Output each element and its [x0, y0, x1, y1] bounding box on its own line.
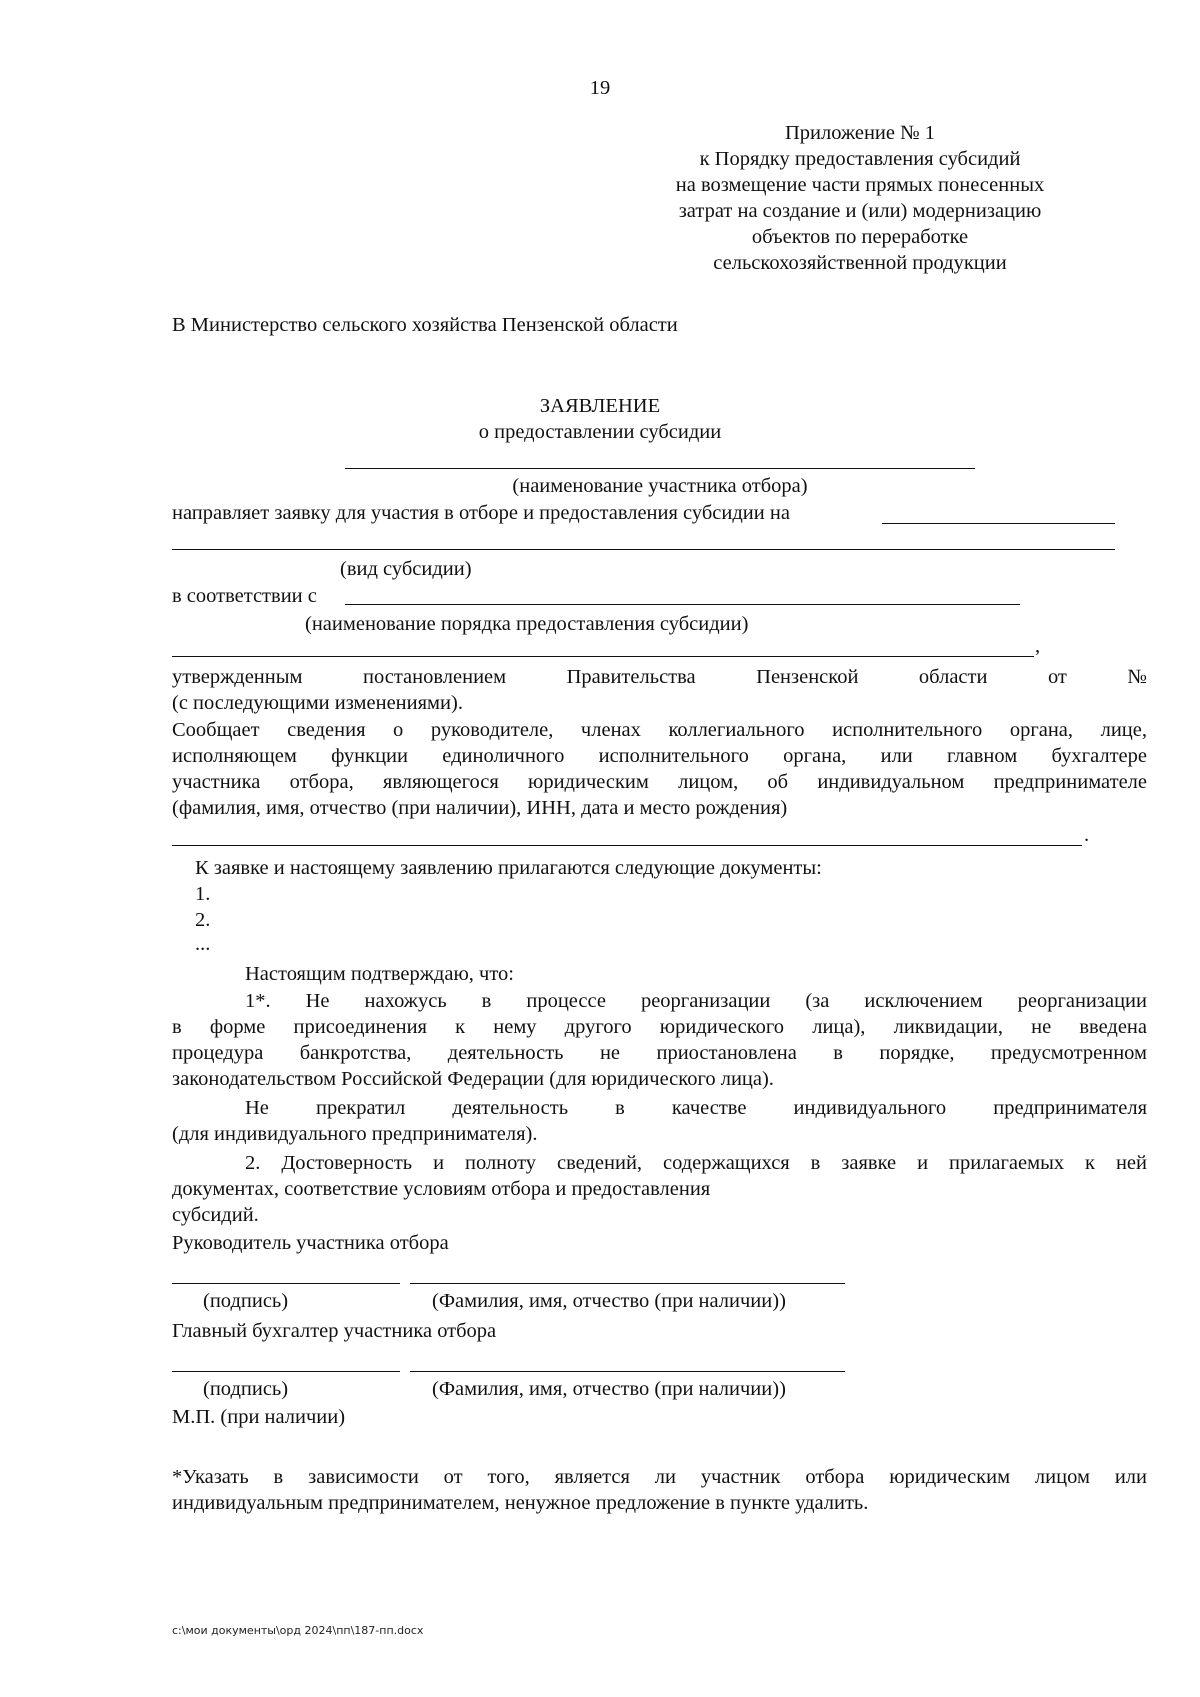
approved-word-1: утвержденным — [172, 666, 303, 688]
info-line-2: исполняющем функции единоличного исполнительного органа, или главном бухгалтере — [172, 745, 1147, 767]
subsidy-caption: (вид субсидии) — [340, 558, 472, 580]
request-line: направляет заявку для участия в отборе и предоставления субсидии на — [172, 502, 790, 524]
accountant-fio-caption: (Фамилия, имя, отчество (при наличии)) — [432, 1378, 786, 1400]
document-subtitle: о предоставлении субсидии — [478, 421, 722, 443]
info-field[interactable] — [172, 845, 1082, 846]
item1b-line-2: (для индивидуального предпринимателя). — [172, 1123, 538, 1145]
accordance-label: в соответствии с — [172, 585, 317, 607]
subsidy-target-field[interactable] — [882, 523, 1115, 524]
appendix-line-5: объектов по переработке — [751, 226, 969, 248]
stamp-label: М.П. (при наличии) — [172, 1406, 346, 1428]
approved-word-2: постановлением — [363, 666, 507, 688]
head-label: Руководитель участника отбора — [172, 1232, 449, 1254]
attached-heading: К заявке и настоящему заявлению прилагаются следующие документы: — [195, 857, 822, 879]
item2-line-3: субсидий. — [172, 1204, 259, 1226]
appendix-line-6: сельскохозяйственной продукции — [713, 252, 1007, 274]
procedure-comma: , — [1035, 635, 1041, 657]
approved-word-5: области — [918, 666, 988, 688]
accountant-signature-field[interactable] — [172, 1371, 400, 1372]
head-signature-caption: (подпись) — [203, 1290, 289, 1312]
participant-caption: (наименование участника отбора) — [512, 475, 808, 497]
approved-word-3: Правительства — [566, 666, 696, 688]
accountant-signature-caption: (подпись) — [203, 1378, 289, 1400]
info-period: . — [1084, 824, 1090, 846]
info-line-1: Сообщает сведения о руководителе, членах коллегиального исполнительного органа, лице, — [172, 719, 1147, 741]
addressee: В Министерство сельского хозяйства Пензенской области — [172, 314, 678, 336]
approved-word-4: Пензенской — [756, 666, 859, 688]
accountant-fio-field[interactable] — [410, 1371, 845, 1372]
attached-item-more: ... — [195, 933, 211, 955]
appendix-line-2: к Порядку предоставления субсидий — [699, 148, 1021, 170]
info-line-4: (фамилия, имя, отчество (при наличии), ИНН, дата и место рождения) — [172, 797, 788, 819]
footer-file-path: c:\мои документы\орд 2024\пп\187-пп.docx — [172, 1624, 424, 1637]
procedure-field[interactable] — [345, 604, 1020, 605]
item2-line-2: документах, соответствие условиям отбора и предоставления — [172, 1178, 711, 1200]
participant-name-field[interactable] — [345, 468, 975, 469]
subsidy-type-field[interactable] — [172, 549, 1115, 550]
head-fio-caption: (Фамилия, имя, отчество (при наличии)) — [432, 1290, 786, 1312]
approved-word-7: № — [1127, 666, 1147, 688]
with-changes: (с последующими изменениями). — [172, 692, 463, 714]
note-line-2: индивидуальным предпринимателем, ненужное предложение в пункте удалить. — [172, 1492, 869, 1514]
appendix-line-3: на возмещение части прямых понесенных — [675, 174, 1045, 196]
document-title: ЗАЯВЛЕНИЕ — [539, 395, 661, 417]
head-fio-field[interactable] — [410, 1283, 845, 1284]
accountant-label: Главный бухгалтер участника отбора — [172, 1320, 497, 1342]
item1b-line-1: Не прекратил деятельность в качестве индивидуального предпринимателя — [245, 1097, 1147, 1119]
item1-line-3: процедура банкротства, деятельность не приостановлена в порядке, предусмотренном — [172, 1042, 1147, 1064]
procedure-caption: (наименование порядка предоставления субсидии) — [305, 613, 749, 635]
appendix-line-1: Приложение № 1 — [784, 122, 936, 144]
item1-line-4: законодательством Российской Федерации (для юридического лица). — [172, 1068, 774, 1090]
item2-line-1: 2. Достоверность и полноту сведений, содержащихся в заявке и прилагаемых к ней — [245, 1152, 1147, 1174]
approved-line — [172, 664, 1147, 690]
info-line-3: участника отбора, являющегося юридическим лицом, об индивидуальном предпринимателе — [172, 771, 1147, 793]
item1-line-2: в форме присоединения к нему другого юридического лица), ликвидации, не введена — [172, 1016, 1147, 1038]
confirm-heading: Настоящим подтверждаю, что: — [245, 963, 514, 985]
head-signature-field[interactable] — [172, 1283, 400, 1284]
note-line-1: *Указать в зависимости от того, является ли участник отбора юридическим лицом или — [172, 1466, 1147, 1488]
page-number: 19 — [589, 77, 611, 99]
appendix-line-4: затрат на создание и (или) модернизацию — [678, 200, 1042, 222]
attached-item-1: 1. — [195, 883, 211, 905]
item1-line-1: 1*. Не нахожусь в процессе реорганизации (за исключением реорганизации — [245, 990, 1147, 1012]
procedure-field-continued[interactable] — [172, 656, 1034, 657]
attached-item-2: 2. — [195, 909, 211, 931]
approved-word-6: от — [1047, 666, 1067, 688]
